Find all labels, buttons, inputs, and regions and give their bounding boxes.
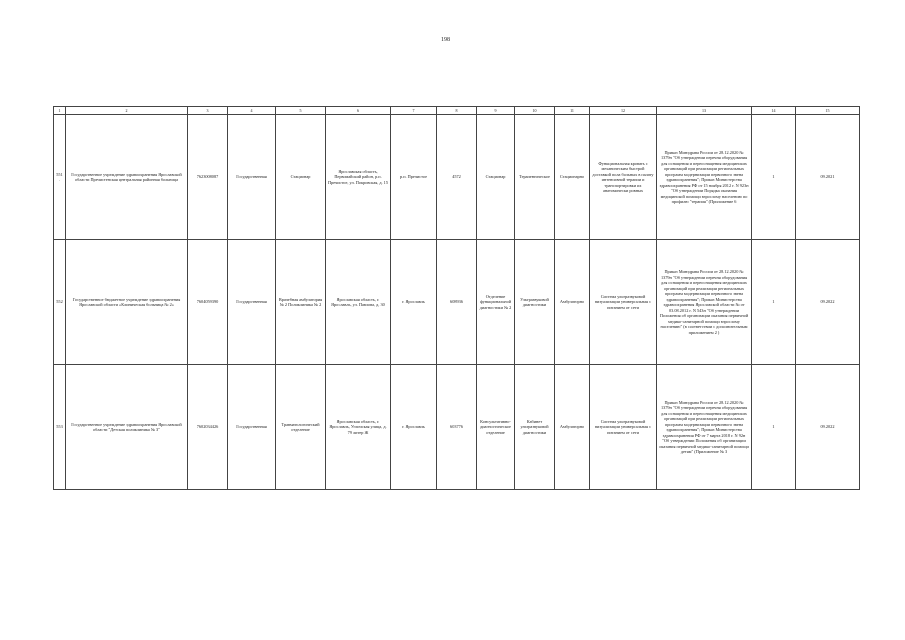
cell-quantity: 1 — [752, 365, 796, 490]
cell-locality: г. Ярославль — [391, 365, 437, 490]
cell-num: 553 — [54, 365, 66, 490]
cell-locality: р.п. Пречистое — [391, 115, 437, 240]
cell-subdivision: Стационар — [276, 115, 326, 240]
cell-ownership: Государственная — [228, 115, 276, 240]
cell-department: Отделение функциональной диагностики № 2 — [477, 240, 515, 365]
column-number: 7 — [391, 107, 437, 115]
column-number: 3 — [188, 107, 228, 115]
cell-oktmo: 603776 — [437, 365, 477, 490]
cell-quantity: 1 — [752, 115, 796, 240]
cell-care-form: Стационарно — [555, 115, 590, 240]
column-number: 14 — [752, 107, 796, 115]
column-number: 4 — [228, 107, 276, 115]
cell-cabinet: Терапевтическое — [515, 115, 555, 240]
cell-num: 551. — [54, 115, 66, 240]
cell-date: 09.2022 — [796, 365, 860, 490]
cell-cabinet: Ультразвуковой диагностики — [515, 240, 555, 365]
cell-equipment: Система ультразвуковой визуализации универсальная с питанием от сети — [590, 365, 657, 490]
cell-address: Ярославская область, г. Ярославль, Угличская улица, д. 79 литер Ж — [326, 365, 391, 490]
cell-subdivision: Врачебная амбулатория № 2 Поликлиника № 2 — [276, 240, 326, 365]
column-number: 12 — [590, 107, 657, 115]
cell-ownership: Государственная — [228, 240, 276, 365]
cell-address: Ярославская область, Первомайский район, р.п. Пречистое, ул. Покровская, д. 15 — [326, 115, 391, 240]
cell-equipment: Система ультразвуковой визуализации универсальная с питанием от сети — [590, 240, 657, 365]
column-number: 2 — [66, 107, 188, 115]
cell-care-form: Амбулаторно — [555, 240, 590, 365]
column-number: 10 — [515, 107, 555, 115]
cell-inn: 7604059390 — [188, 240, 228, 365]
cell-cabinet: Кабинет ультразвуковой диагностики — [515, 365, 555, 490]
table-row — [54, 240, 860, 365]
table-row — [54, 365, 860, 490]
column-number: 6 — [326, 107, 391, 115]
cell-inn: 7602034426 — [188, 365, 228, 490]
cell-oktmo: 4572 — [437, 115, 477, 240]
cell-department: Консультативно-диагностическое отделение — [477, 365, 515, 490]
column-number: 11 — [555, 107, 590, 115]
column-number: 1 — [54, 107, 66, 115]
column-number: 5 — [276, 107, 326, 115]
cell-locality: г. Ярославль — [391, 240, 437, 365]
cell-date: 09.2022 — [796, 240, 860, 365]
cell-organization: Государственное учреждение здравоохранения Ярославской области Пречистенская центральная районная больница — [66, 115, 188, 240]
cell-inn: 7623008087 — [188, 115, 228, 240]
cell-regulation: Приказ Минздрава России от 28.12.2020 № 1379н "Об утверждении перечня оборудования для оснащения и переоснащения медицинских организаций при реализации региональных программ модернизации первичного звена здравоохранения"; Приказ Министерства здравоохранения РФ от 15 ноября 2012 г. N 923н "Об утверждении Порядка оказания медицинской помощи взрослому населению по профилю "терапия" (Приложение 6 — [657, 115, 752, 240]
column-number: 8 — [437, 107, 477, 115]
cell-oktmo: 608936 — [437, 240, 477, 365]
column-number-row — [54, 107, 860, 115]
cell-date: 09.2021 — [796, 115, 860, 240]
cell-care-form: Амбулаторно — [555, 365, 590, 490]
table-row — [54, 115, 860, 240]
column-number: 15 — [796, 107, 860, 115]
page-number: 198 — [441, 37, 450, 43]
cell-regulation: Приказ Минздрава России от 28.12.2020 № 1379н "Об утверждении перечня оборудования для оснащения и переоснащения медицинских организаций при реализации региональных программ модернизации первичного звена здравоохранения"; Приказ Министерства здравоохранения Ярославской области № от 03.08.2012 г. N 543н "Об утверждении Положения об организации оказания первичной медико-санитарной помощи взрослому населению" (в соответствии с дополнительным приложением 2 ) — [657, 240, 752, 365]
cell-num: 552 — [54, 240, 66, 365]
column-number: 13 — [657, 107, 752, 115]
cell-subdivision: Травматологический отделение — [276, 365, 326, 490]
cell-department: Стационар — [477, 115, 515, 240]
equipment-table — [53, 106, 860, 490]
column-number: 9 — [477, 107, 515, 115]
cell-address: Ярославская область, г. Ярославль, ул. Павлова, д. 30 — [326, 240, 391, 365]
cell-organization: Государственное бюджетное учреждение здравоохранения Ярославской области «Клиническая больница № 2» — [66, 240, 188, 365]
cell-quantity: 1 — [752, 240, 796, 365]
cell-equipment: Функциональная кровать с механическим быстрой доставкой пола больных в палату интенсивной терапии и транспортировки их анатомически ровных — [590, 115, 657, 240]
cell-regulation: Приказ Минздрава России от 28.12.2020 № 1379н "Об утверждении перечня оборудования для оснащения и переоснащения медицинских организаций при реализации региональных программ модернизации первичного звена здравоохранения"; Приказ Министерства здравоохранения РФ от 7 марта 2018 г. N 92н "Об утверждении Положения об организации оказания первичной медико-санитарной помощи детям" (Приложение № 3 — [657, 365, 752, 490]
cell-organization: Государственное учреждение здравоохранения Ярославской области "Детская поликлиника № 3" — [66, 365, 188, 490]
cell-ownership: Государственная — [228, 365, 276, 490]
